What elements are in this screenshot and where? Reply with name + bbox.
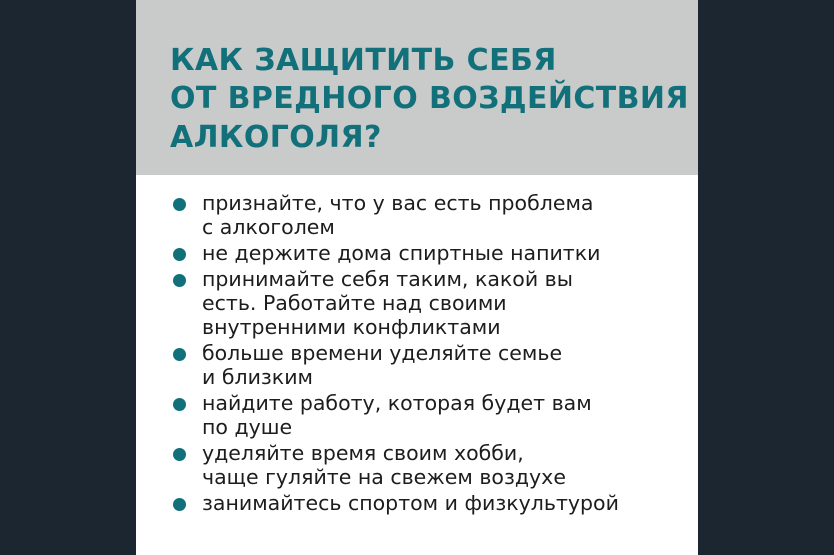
- list-item-text: [202, 491, 672, 515]
- list-item-line: найдите работу, которая будет вам: [202, 390, 592, 415]
- list-item-line: не держите дома спиртные напитки: [202, 240, 601, 265]
- list-item: [170, 267, 672, 339]
- list-item-text: [202, 341, 672, 389]
- list-item-line: есть. Работайте над своими: [202, 290, 507, 315]
- bullet-icon: [173, 448, 186, 461]
- list-item-line: больше времени уделяйте семье: [202, 340, 563, 365]
- poster: [136, 0, 698, 555]
- list-item: [170, 341, 672, 389]
- list-item-line: уделяйте время своим хобби,: [202, 440, 524, 465]
- title-line-1: КАК ЗАЩИТИТЬ СЕБЯ: [170, 43, 557, 78]
- list-item-line: с алкоголем: [202, 214, 335, 239]
- list-item-line: и близким: [202, 364, 313, 389]
- bullet-icon: [173, 198, 186, 211]
- tips-list: [170, 191, 672, 515]
- title-line-3: АЛКОГОЛЯ?: [170, 119, 382, 155]
- list-item-line: принимайте себя таким, какой вы: [202, 266, 573, 291]
- list-item-line: признайте, что у вас есть проблема: [202, 191, 594, 215]
- list-item: [170, 491, 672, 515]
- list-item-text: [202, 267, 672, 339]
- bullet-icon: [173, 248, 186, 261]
- list-item-text: [202, 241, 672, 265]
- list-item-line: занимайтесь спортом и физкультурой: [202, 490, 619, 515]
- list-item-line: чаще гуляйте на свежем воздухе: [202, 464, 566, 489]
- list-item: [170, 391, 672, 439]
- list-item-line: внутренними конфликтами: [202, 314, 501, 339]
- list-item: [170, 441, 672, 489]
- bullet-icon: [173, 348, 186, 361]
- bullet-icon: [173, 398, 186, 411]
- list-item-text: [202, 191, 672, 239]
- list-item: [170, 191, 672, 239]
- poster-body: [136, 175, 698, 555]
- list-item-line: по душе: [202, 414, 293, 439]
- list-item: [170, 241, 672, 265]
- page-title: [170, 42, 689, 157]
- list-item-text: [202, 391, 672, 439]
- title-line-2: ОТ ВРЕДНОГО ВОЗДЕЙСТВИЯ: [170, 81, 689, 117]
- bullet-icon: [173, 498, 186, 511]
- poster-header: [136, 0, 698, 175]
- list-item-text: [202, 441, 672, 489]
- bullet-icon: [173, 274, 186, 287]
